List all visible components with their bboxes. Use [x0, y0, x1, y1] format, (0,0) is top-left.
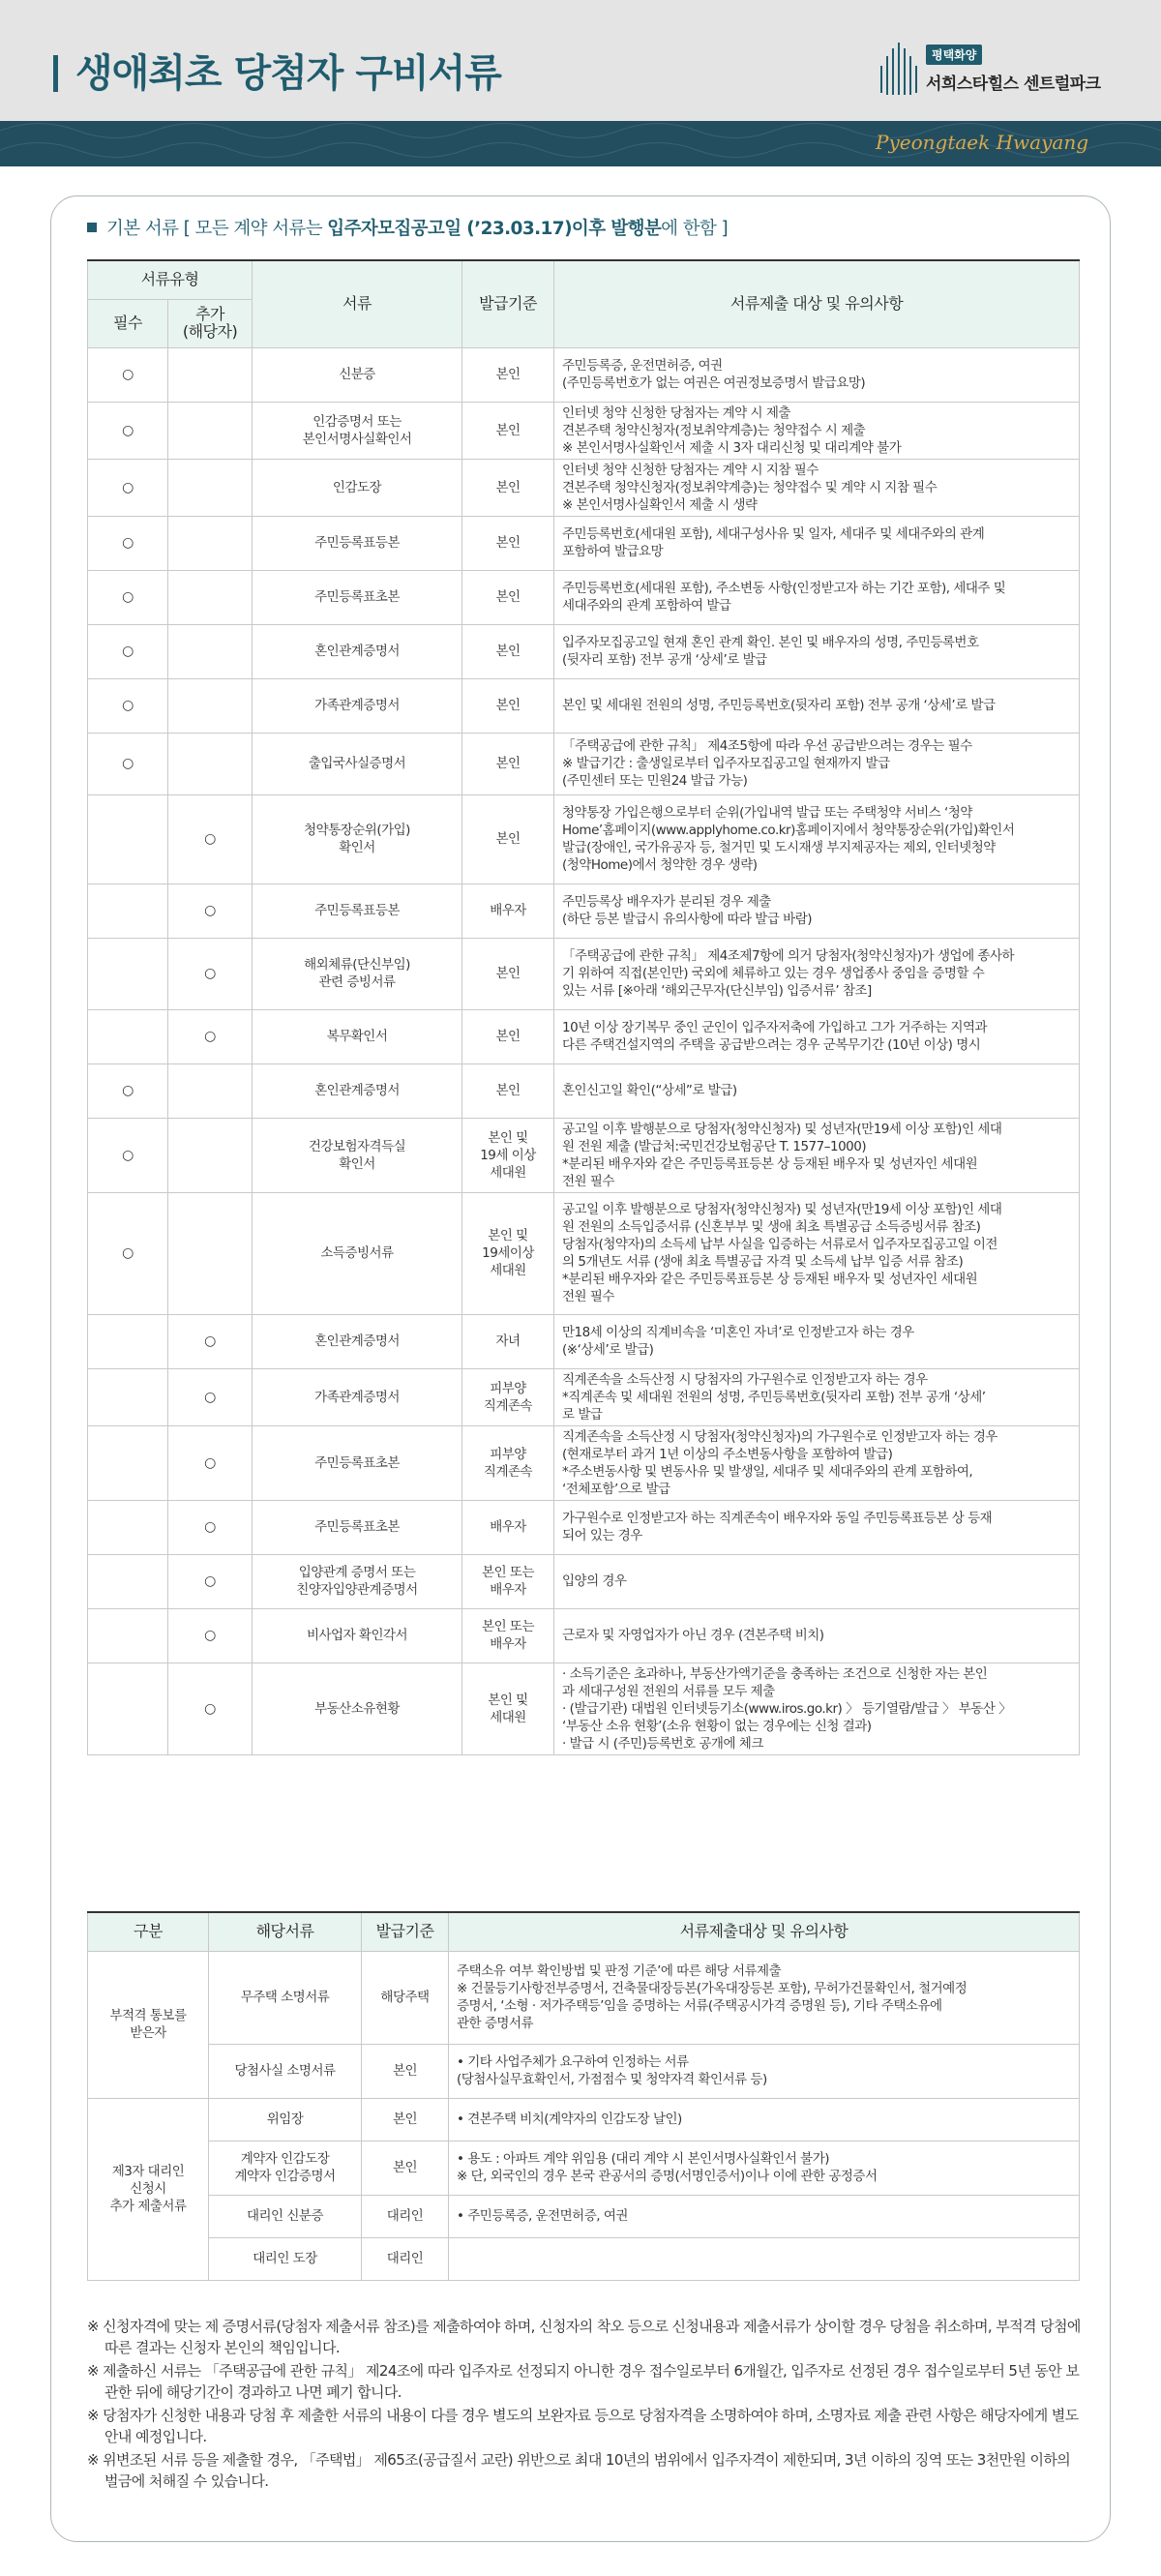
additional-mark: [168, 1063, 253, 1118]
document-name: 청약통장순위(가입) 확인서: [253, 794, 462, 884]
sub-doc: 대리인 도장: [209, 2237, 362, 2280]
issuer-basis: 본인: [462, 459, 554, 516]
additional-mark: ○: [168, 1425, 253, 1500]
additional-mark: ○: [168, 1314, 253, 1368]
main-table-body: [88, 347, 1080, 1754]
document-name: 주민등록표초본: [253, 570, 462, 624]
required-mark: [88, 1425, 168, 1500]
page-header: [0, 0, 1161, 121]
additional-mark: ○: [168, 1368, 253, 1425]
submission-note: 인터넷 청약 신청한 당첨자는 계약 시 제출 견본주택 청약신청자(정보취약계층)는 청약접수 시 제출 ※ 본인서명사실확인서 제출 시 3자 대리신청 및 대리계약 불가: [554, 402, 1080, 459]
notice-bold: 입주자모집공고일 (’23.03.17)이후 발행분: [327, 219, 662, 239]
table-row: [88, 1500, 1080, 1554]
footnote: ※ 신청자격에 맞는 제 증명서류(당첨자 제출서류 참조)를 제출하여야 하며, 신청자의 착오 등으로 신청내용과 제출서류가 상이할 경우 당첨을 취소하며, 부적격 당첨에 따른 결과는 신청자 본인의 책임입니다.: [87, 2318, 1081, 2356]
issuer-basis: 피부양 직계존속: [462, 1425, 554, 1500]
required-mark: ○: [88, 624, 168, 678]
document-name: 부동산소유현황: [253, 1662, 462, 1754]
required-mark: [88, 884, 168, 938]
sub-issuer: 본인: [362, 2098, 449, 2141]
document-name: 소득증빙서류: [253, 1192, 462, 1314]
issuer-basis: 본인: [462, 1009, 554, 1063]
required-mark: [88, 938, 168, 1009]
additional-mark: [168, 1118, 253, 1192]
submission-note: 입양의 경우: [554, 1554, 1080, 1608]
submission-note: 청약통장 가입은행으로부터 순위(가입내역 발급 또는 주택청약 서비스 ‘청약 Home’홈페이지(www.applyhome.co.kr)홈페이지에서 청약통장순위(가입)확인서 발급(장애인, 국가유공자 등, 철거민 및 도시재생 부지제공자는 제외, 인터넷청약 (청약Home)에서 청약한 경우 생략): [554, 794, 1080, 884]
additional-mark: ○: [168, 794, 253, 884]
additional-mark: [168, 347, 253, 402]
document-name: 비사업자 확인각서: [253, 1608, 462, 1662]
additional-mark: [168, 624, 253, 678]
sub-doc: 대리인 신분증: [209, 2195, 362, 2237]
additional-mark: [168, 733, 253, 794]
footnote: ※ 제출하신 서류는 「주택공급에 관한 규칙」 제24조에 따라 입주자로 선정되지 아니한 경우 접수일로부터 6개월간, 입주자로 선정된 경우 접수일로부터 5년 동안 보관한 뒤에 해당기간이 경과하고 나면 폐기 합니다.: [87, 2362, 1080, 2401]
issuer-basis: 본인: [462, 402, 554, 459]
required-mark: ○: [88, 459, 168, 516]
submission-note: 10년 이상 장기복무 중인 군인이 입주자저축에 가입하고 그가 거주하는 지역과 다른 주택건설지역의 주택을 공급받으려는 경우 군복무기간 (10년 이상) 명시: [554, 1009, 1080, 1063]
table-row: [88, 347, 1080, 402]
submission-note: 만18세 이상의 직계비속을 ‘미혼인 자녀’로 인정받고자 하는 경우 (※‘상세’로 발급): [554, 1314, 1080, 1368]
brand-logo: [876, 39, 1137, 97]
issuer-basis: 본인 및 세대원: [462, 1662, 554, 1754]
submission-note: 인터넷 청약 신청한 당첨자는 계약 시 지참 필수 견본주택 청약신청자(정보취약계층)는 청약접수 및 계약 시 지참 필수 ※ 본인서명사실확인서 제출 시 생략: [554, 459, 1080, 516]
issuer-basis: 본인: [462, 794, 554, 884]
additional-mark: [168, 459, 253, 516]
issuer-basis: 본인: [462, 516, 554, 570]
additional-mark: [168, 402, 253, 459]
header-issuer: 발급기준: [462, 260, 554, 347]
issuer-basis: 본인 또는 배우자: [462, 1554, 554, 1608]
required-mark: ○: [88, 1063, 168, 1118]
main-documents-table: [87, 259, 1080, 1755]
table-row: [88, 884, 1080, 938]
sub-issuer: 본인: [362, 2141, 449, 2195]
issuer-basis: 본인: [462, 570, 554, 624]
table-row: [88, 1425, 1080, 1500]
table-row: [88, 1314, 1080, 1368]
submission-note: 공고일 이후 발행분으로 당첨자(청약신청자) 및 성년자(만19세 이상 포함)인 세대 원 전원의 소득입증서류 (신혼부부 및 생애 최초 특별공급 소득증빙서류 참조) 당첨자(청약자)의 소득세 납부 사실을 입증하는 서류로서 입주자모집공고일 이전 의 5개년도 서류 (생애 최초 특별공급 자격 및 소득세 납부 입증 서류 참조) *분리된 배우자와 같은 주민등록표등본 상 등재된 배우자 및 성년자인 세대원 전원 필수: [554, 1192, 1080, 1314]
footnotes: [87, 2316, 1084, 2494]
brand-lines-icon: [876, 39, 918, 97]
sub-issuer: 대리인: [362, 2237, 449, 2280]
sub-group-proxy: 제3자 대리인 신청시 추가 제출서류: [88, 2098, 209, 2280]
additional-mark: ○: [168, 1608, 253, 1662]
document-name: 출입국사실증명서: [253, 733, 462, 794]
required-mark: ○: [88, 570, 168, 624]
sub-note: • 기타 사업주체가 요구하여 인정하는 서류 (당첨사실무효확인서, 가점점수 및 청약자격 확인서류 등): [449, 2044, 1080, 2098]
table-row: [88, 733, 1080, 794]
sub-documents-table: [87, 1911, 1080, 2281]
required-mark: [88, 1368, 168, 1425]
required-mark: [88, 1554, 168, 1608]
submission-note: 주민등록번호(세대원 포함), 주소변동 사항(인정받고자 하는 기간 포함), 세대주 및 세대주와의 관계 포함하여 발급: [554, 570, 1080, 624]
required-mark: ○: [88, 516, 168, 570]
table-row: [88, 1554, 1080, 1608]
sub-header-issuer: 발급기준: [362, 1912, 449, 1951]
issuer-basis: 자녀: [462, 1314, 554, 1368]
issuer-basis: 본인 또는 배우자: [462, 1608, 554, 1662]
header-required: 필수: [88, 299, 168, 347]
header-additional: 추가 (해당자): [168, 299, 253, 347]
sub-note: • 견본주택 비치(계약자의 인감도장 날인): [449, 2098, 1080, 2141]
submission-note: 공고일 이후 발행분으로 당첨자(청약신청자) 및 성년자(만19세 이상 포함)인 세대 원 전원 제출 (발급처:국민건강보험공단 T. 1577–1000) *분리된 배우자와 같은 주민등록표등본 상 등재된 배우자 및 성년자인 세대원 전원 필수: [554, 1118, 1080, 1192]
table-row: [88, 794, 1080, 884]
page-title-text: 생애최초 당첨자 구비서류: [75, 51, 501, 96]
submission-note: 직계존속을 소득산정 시 당첨자(청약신청자)의 가구원수로 인정받고자 하는 경우 (현재로부터 과거 1년 이상의 주소변동사항을 포함하여 발급) *주소변동사항 및 변동사유 및 발생일, 세대주 및 세대주와의 관계 포함하여, ‘전체포함’으로 발급: [554, 1425, 1080, 1500]
document-name: 혼인관계증명서: [253, 624, 462, 678]
submission-note: 근로자 및 자영업자가 아닌 경우 (견본주택 비치): [554, 1608, 1080, 1662]
document-name: 혼인관계증명서: [253, 1314, 462, 1368]
submission-note: 직계존속을 소득산정 시 당첨자의 가구원수로 인정받고자 하는 경우 *직계존속 및 세대원 전원의 성명, 주민등록번호(뒷자리 포함) 전부 공개 ‘상세’ 로 발급: [554, 1368, 1080, 1425]
sub-group-ineligible: 부적격 통보를 받은자: [88, 1951, 209, 2098]
submission-note: 「주택공급에 관한 규칙」 제4조5항에 따라 우선 공급받으려는 경우는 필수 ※ 발급기간 : 출생일로부터 입주자모집공고일 현재까지 발급 (주민센터 또는 민원24 발급 가능): [554, 733, 1080, 794]
required-mark: [88, 1662, 168, 1754]
required-mark: ○: [88, 347, 168, 402]
issuer-basis: 본인: [462, 733, 554, 794]
table-row: [88, 1368, 1080, 1425]
required-mark: [88, 794, 168, 884]
document-name: 주민등록표등본: [253, 884, 462, 938]
document-name: 주민등록표등본: [253, 516, 462, 570]
document-name: 가족관계증명서: [253, 1368, 462, 1425]
document-name: 가족관계증명서: [253, 678, 462, 733]
submission-note: 본인 및 세대원 전원의 성명, 주민등록번호(뒷자리 포함) 전부 공개 ‘상세’로 발급: [554, 678, 1080, 733]
table-row: [88, 516, 1080, 570]
document-name: 인감도장: [253, 459, 462, 516]
issuer-basis: 배우자: [462, 884, 554, 938]
sub-header-doc: 해당서류: [209, 1912, 362, 1951]
issuer-basis: 본인: [462, 1063, 554, 1118]
sub-note: • 용도 : 아파트 계약 위임용 (대리 계약 시 본인서명사실확인서 불가) ※ 단, 외국인의 경우 본국 관공서의 증명(서명인증서)이나 이에 관한 공정증서: [449, 2141, 1080, 2195]
additional-mark: ○: [168, 1500, 253, 1554]
sub-note: 주택소유 여부 확인방법 및 판정 기준’에 따른 해당 서류제출 ※ 건물등기사항전부증명서, 건축물대장등본(가옥대장등본 포함), 무허가건물확인서, 철거예정 증명서, ‘소형 · 저가주택등’임을 증명하는 서류(주택공시가격 증명원 등), 기타 주택소유에 관한 증명서류: [449, 1951, 1080, 2044]
sub-issuer: 본인: [362, 2044, 449, 2098]
document-name: 주민등록표초본: [253, 1425, 462, 1500]
document-name: 복무확인서: [253, 1009, 462, 1063]
title-bar: [53, 55, 58, 92]
sub-issuer: 해당주택: [362, 1951, 449, 2044]
table-row: [88, 1009, 1080, 1063]
required-mark: ○: [88, 402, 168, 459]
issuer-basis: 본인: [462, 624, 554, 678]
sub-doc: 위임장: [209, 2098, 362, 2141]
submission-note: · 소득기준은 초과하나, 부동산가액기준을 충족하는 조건으로 신청한 자는 본인 과 세대구성원 전원의 서류를 모두 제출 · (발급기관) 대법원 인터넷등기소(www.iros.go.kr) 〉 등기열람/발급 〉 부동산 〉 ‘부동산 소유 현황’(소유 현황이 없는 경우에는 신청 결과) · 발급 시 (주민)등록번호 공개에 체크: [554, 1662, 1080, 1754]
sub-note: [449, 2237, 1080, 2280]
sub-doc: 무주택 소명서류: [209, 1951, 362, 2044]
additional-mark: ○: [168, 1662, 253, 1754]
footnote: ※ 위변조된 서류 등을 제출할 경우, 「주택법」 제65조(공급질서 교란) 위반으로 최대 10년의 범위에서 입주자격이 제한되며, 3년 이하의 징역 또는 3천만원 이하의 벌금에 처해질 수 있습니다.: [87, 2451, 1071, 2490]
header-note: 서류제출 대상 및 유의사항: [554, 260, 1080, 347]
table-row: [88, 1063, 1080, 1118]
issuer-basis: 본인: [462, 678, 554, 733]
additional-mark: [168, 516, 253, 570]
additional-mark: [168, 678, 253, 733]
required-mark: [88, 1500, 168, 1554]
submission-note: 혼인신고일 확인(“상세”로 발급): [554, 1063, 1080, 1118]
additional-mark: ○: [168, 1009, 253, 1063]
footnote: ※ 당첨자가 신청한 내용과 당첨 후 제출한 서류의 내용이 다를 경우 별도의 보완자료 등으로 당첨자격을 소명하여야 하며, 소명자료 제출 관련 사항은 해당자에게 별도 안내 예정입니다.: [87, 2407, 1079, 2445]
submission-note: 주민등록증, 운전면허증, 여권 (주민등록번호가 없는 여권은 여권정보증명서 발급요망): [554, 347, 1080, 402]
header-doc: 서류: [253, 260, 462, 347]
logo-badge: 평택화양: [926, 45, 982, 65]
notice-line: [87, 215, 728, 240]
issuer-basis: 본인: [462, 347, 554, 402]
table-row: [88, 1608, 1080, 1662]
issuer-basis: 배우자: [462, 1500, 554, 1554]
submission-note: 가구원수로 인정받고자 하는 직계존속이 배우자와 동일 주민등록표등본 상 등재 되어 있는 경우: [554, 1500, 1080, 1554]
document-name: 주민등록표초본: [253, 1500, 462, 1554]
issuer-basis: 피부양 직계존속: [462, 1368, 554, 1425]
additional-mark: [168, 570, 253, 624]
sub-issuer: 대리인: [362, 2195, 449, 2237]
sub-doc: 당첨사실 소명서류: [209, 2044, 362, 2098]
required-mark: ○: [88, 678, 168, 733]
table-row: [88, 402, 1080, 459]
document-name: 입양관계 증명서 또는 친양자입양관계증명서: [253, 1554, 462, 1608]
page-title: [53, 50, 501, 97]
required-mark: [88, 1009, 168, 1063]
table-row: [88, 570, 1080, 624]
required-mark: ○: [88, 733, 168, 794]
sub-doc: 계약자 인감도장 계약자 인감증명서: [209, 2141, 362, 2195]
sub-header-category: 구분: [88, 1912, 209, 1951]
issuer-basis: 본인: [462, 938, 554, 1009]
issuer-basis: 본인 및 19세이상 세대원: [462, 1192, 554, 1314]
sub-note: • 주민등록증, 운전면허증, 여권: [449, 2195, 1080, 2237]
submission-note: 「주택공급에 관한 규칙」 제4조제7항에 의거 당첨자(청약신청자)가 생업에 종사하 기 위하여 직접(본인만) 국외에 체류하고 있는 경우 생업종사 중임을 증명할 수 있는 서류 [※아래 ‘해외근무자(단신부임) 입증서류’ 참조]: [554, 938, 1080, 1009]
document-name: 혼인관계증명서: [253, 1063, 462, 1118]
table-row: [88, 459, 1080, 516]
notice-suffix: 에 한함 ]: [661, 219, 729, 239]
submission-note: 주민등록상 배우자가 분리된 경우 제출 (하단 등본 발급시 유의사항에 따라 발급 바람): [554, 884, 1080, 938]
document-name: 해외체류(단신부임) 관련 증빙서류: [253, 938, 462, 1009]
additional-mark: ○: [168, 884, 253, 938]
table-row: [88, 678, 1080, 733]
table-row: [88, 1662, 1080, 1754]
table-row: [88, 1118, 1080, 1192]
additional-mark: ○: [168, 1554, 253, 1608]
additional-mark: ○: [168, 938, 253, 1009]
table-row: [88, 1192, 1080, 1314]
required-mark: [88, 1608, 168, 1662]
sub-header-note: 서류제출대상 및 유의사항: [449, 1912, 1080, 1951]
sub-table-body: [88, 1951, 1080, 2280]
document-name: 건강보험자격득실 확인서: [253, 1118, 462, 1192]
issuer-basis: 본인 및 19세 이상 세대원: [462, 1118, 554, 1192]
bullet-square-icon: [87, 223, 97, 232]
submission-note: 주민등록번호(세대원 포함), 세대구성사유 및 일자, 세대주 및 세대주와의 관계 포함하여 발급요망: [554, 516, 1080, 570]
script-tagline: Pyeongtaek Hwayang: [876, 131, 1088, 154]
table-row: [88, 938, 1080, 1009]
additional-mark: [168, 1192, 253, 1314]
document-name: 신분증: [253, 347, 462, 402]
logo-name: 서희스타힐스 센트럴파크: [926, 75, 1101, 94]
header-type: 서류유형: [88, 260, 253, 299]
submission-note: 입주자모집공고일 현재 혼인 관계 확인. 본인 및 배우자의 성명, 주민등록번호 (뒷자리 포함) 전부 공개 ‘상세’로 발급: [554, 624, 1080, 678]
notice-prefix: 기본 서류 [ 모든 계약 서류는: [106, 219, 328, 239]
required-mark: ○: [88, 1192, 168, 1314]
table-row: [88, 624, 1080, 678]
document-name: 인감증명서 또는 본인서명사실확인서: [253, 402, 462, 459]
decorative-band: [0, 121, 1161, 166]
required-mark: ○: [88, 1118, 168, 1192]
required-mark: [88, 1314, 168, 1368]
